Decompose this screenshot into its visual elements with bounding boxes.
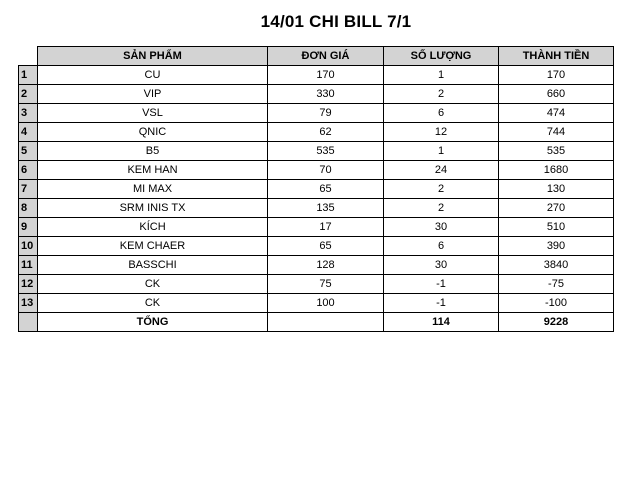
total-cell: 744 [499, 123, 614, 142]
header-row [19, 47, 614, 66]
product-cell: CU [38, 66, 268, 85]
table-row [19, 123, 614, 142]
row-index: 9 [19, 218, 38, 237]
row-index: 4 [19, 123, 38, 142]
product-cell: CK [38, 275, 268, 294]
qty-cell: -1 [384, 294, 499, 313]
total-cell: 535 [499, 142, 614, 161]
product-cell: SRM INIS TX [38, 199, 268, 218]
table-row [19, 275, 614, 294]
summary-price [268, 313, 384, 332]
total-cell: 660 [499, 85, 614, 104]
table-row [19, 161, 614, 180]
price-cell: 70 [268, 161, 384, 180]
price-cell: 170 [268, 66, 384, 85]
summary-index-cell [19, 313, 38, 332]
product-cell: BASSCHI [38, 256, 268, 275]
row-index: 1 [19, 66, 38, 85]
bill-table [18, 46, 614, 332]
total-cell: 510 [499, 218, 614, 237]
total-cell: 3840 [499, 256, 614, 275]
qty-cell: 6 [384, 237, 499, 256]
qty-cell: 2 [384, 180, 499, 199]
summary-total: 9228 [499, 313, 614, 332]
total-cell: -100 [499, 294, 614, 313]
total-cell: 474 [499, 104, 614, 123]
row-index: 6 [19, 161, 38, 180]
table-row [19, 237, 614, 256]
product-cell: VIP [38, 85, 268, 104]
table-row [19, 218, 614, 237]
table-row [19, 199, 614, 218]
product-cell: MI MAX [38, 180, 268, 199]
product-cell: B5 [38, 142, 268, 161]
table-row [19, 142, 614, 161]
summary-row [19, 313, 614, 332]
row-index: 8 [19, 199, 38, 218]
product-cell: KEM CHAER [38, 237, 268, 256]
table-row [19, 180, 614, 199]
row-index: 7 [19, 180, 38, 199]
row-index: 3 [19, 104, 38, 123]
table-row [19, 294, 614, 313]
row-index: 11 [19, 256, 38, 275]
total-cell: -75 [499, 275, 614, 294]
price-cell: 330 [268, 85, 384, 104]
corner-cell [19, 47, 38, 66]
product-cell: CK [38, 294, 268, 313]
total-cell: 170 [499, 66, 614, 85]
qty-cell: 6 [384, 104, 499, 123]
total-cell: 130 [499, 180, 614, 199]
product-cell: QNIC [38, 123, 268, 142]
row-index: 2 [19, 85, 38, 104]
price-cell: 79 [268, 104, 384, 123]
total-cell: 1680 [499, 161, 614, 180]
sheet-title: 14/01 CHI BILL 7/1 [260, 12, 412, 31]
qty-cell: 2 [384, 199, 499, 218]
price-cell: 62 [268, 123, 384, 142]
header-product: SẢN PHẨM [38, 47, 268, 66]
table-row [19, 104, 614, 123]
price-cell: 135 [268, 199, 384, 218]
price-cell: 65 [268, 237, 384, 256]
table-row [19, 66, 614, 85]
row-index: 10 [19, 237, 38, 256]
product-cell: VSL [38, 104, 268, 123]
price-cell: 17 [268, 218, 384, 237]
qty-cell: 30 [384, 218, 499, 237]
table-row [19, 256, 614, 275]
header-price: ĐƠN GIÁ [268, 47, 384, 66]
price-cell: 65 [268, 180, 384, 199]
total-cell: 270 [499, 199, 614, 218]
row-index: 5 [19, 142, 38, 161]
qty-cell: 1 [384, 142, 499, 161]
product-cell: KEM HAN [38, 161, 268, 180]
summary-qty: 114 [384, 313, 499, 332]
price-cell: 128 [268, 256, 384, 275]
row-index: 13 [19, 294, 38, 313]
table-row [19, 85, 614, 104]
header-total: THÀNH TIỀN [499, 47, 614, 66]
price-cell: 100 [268, 294, 384, 313]
total-cell: 390 [499, 237, 614, 256]
header-qty: SỐ LƯỢNG [384, 47, 499, 66]
qty-cell: -1 [384, 275, 499, 294]
qty-cell: 24 [384, 161, 499, 180]
qty-cell: 12 [384, 123, 499, 142]
qty-cell: 1 [384, 66, 499, 85]
qty-cell: 30 [384, 256, 499, 275]
price-cell: 75 [268, 275, 384, 294]
row-index: 12 [19, 275, 38, 294]
price-cell: 535 [268, 142, 384, 161]
summary-label: TỔNG [38, 313, 268, 332]
product-cell: KÍCH [38, 218, 268, 237]
qty-cell: 2 [384, 85, 499, 104]
